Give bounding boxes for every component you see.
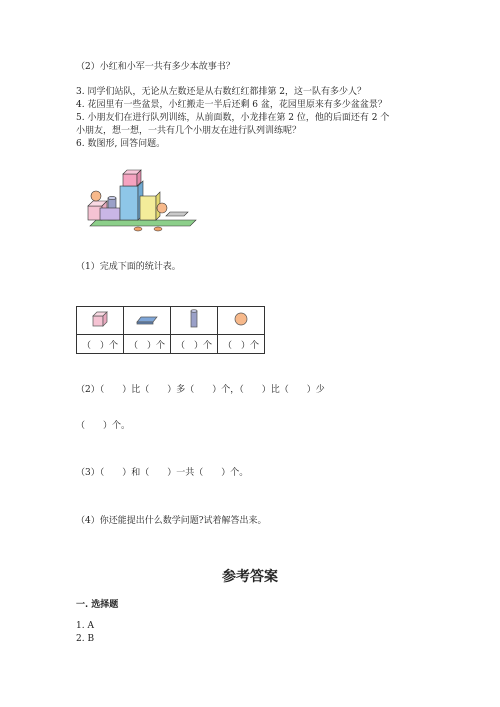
table-row — [77, 307, 265, 335]
question-6: 6. 数图形, 回答问题。 — [76, 139, 166, 149]
purple-cuboid — [100, 208, 120, 220]
shapes-illustration — [80, 168, 200, 238]
statistics-table — [76, 306, 265, 354]
cylinder-icon — [189, 308, 199, 330]
subquestion-2-line1: （2）（ ）比（ ）多（ ）个，（ ）比（ ）少 — [76, 385, 325, 395]
yellow-cuboid — [140, 196, 156, 220]
answers-section: 一. 选择题 — [76, 600, 119, 610]
table-cell — [171, 307, 218, 335]
rolling-cylinder — [134, 227, 142, 231]
question-4: 4. 花园里有一些盆景，小红搬走一半后还剩 6 盆，花园里原来有多少盆盆景？ — [76, 100, 387, 110]
subquestion-4: （4）你还能提出什么数学问题?试着解答出来。 — [76, 516, 267, 526]
tall-cube-bottom — [120, 186, 138, 220]
question-2-2: （2）小红和小军一共有多少本故事书？ — [76, 62, 235, 72]
table-cell — [124, 307, 171, 335]
subquestion-3: （3）（ ）和（ ）一共（ ）个。 — [76, 468, 249, 478]
table-cell — [218, 307, 265, 335]
subquestion-2-line2: （ ）个。 — [76, 421, 131, 431]
table-cell — [77, 307, 124, 335]
table-row — [77, 335, 265, 354]
count-cell-ball[interactable]: （ ）个 — [218, 335, 265, 354]
question-5-line1: 5. 小朋友们在进行队列训练，从前面数，小龙排在第 2 位，他的后面还有 2 个 — [76, 113, 390, 123]
count-cell-cuboid[interactable]: （ ）个 — [124, 335, 171, 354]
question-5-line2: 小朋友，想一想，一共有几个小朋友在进行队列训练呢？ — [76, 126, 302, 136]
cube-icon — [90, 310, 110, 328]
answer-item: 2. B — [76, 634, 95, 644]
ball-right — [157, 203, 167, 213]
answers-title: 参考答案 — [222, 569, 278, 585]
question-3: 3. 同学们站队，无论从左数还是从右数红红都排第 2，这一队有多少人？ — [76, 87, 367, 97]
ball — [91, 191, 101, 201]
ball-icon — [233, 311, 249, 327]
top-pink-cube — [123, 174, 137, 186]
subquestion-1: （1）完成下面的统计表。 — [76, 262, 181, 272]
count-cell-cube[interactable]: （ ）个 — [77, 335, 124, 354]
answer-item: 1. A — [76, 621, 94, 631]
base-plank — [90, 220, 196, 226]
count-cell-cylinder[interactable]: （ ）个 — [171, 335, 218, 354]
flat-cuboid — [166, 212, 188, 216]
cuboid-icon — [135, 313, 159, 325]
